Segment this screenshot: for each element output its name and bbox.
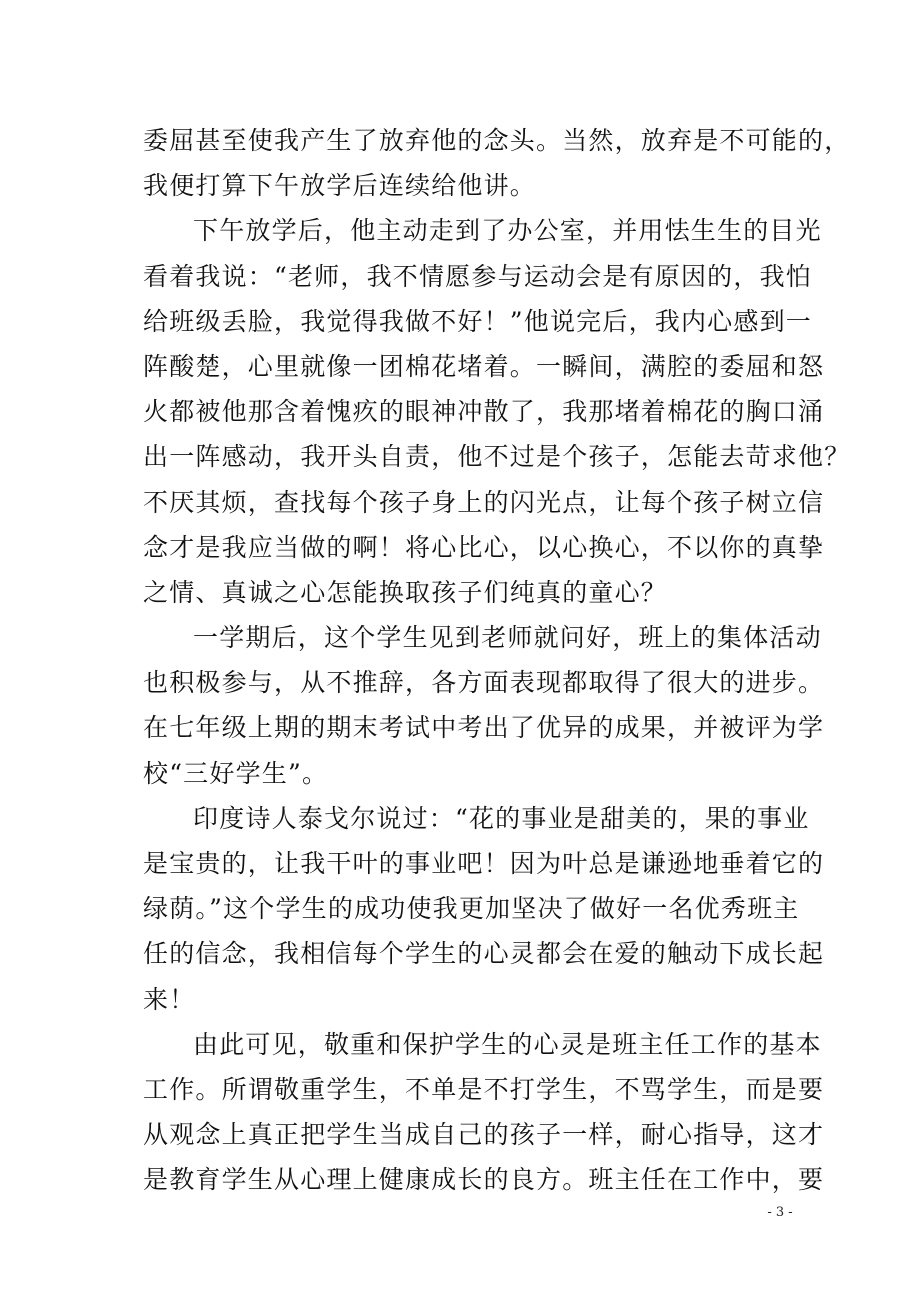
text-line: 阵酸楚，心里就像一团棉花堵着。一瞬间，满腔的委屈和怒: [143, 351, 825, 381]
text-line: 之情、真诚之心怎能换取孩子们纯真的童心？: [143, 577, 668, 607]
text-line: 校“三好学生”。: [143, 758, 329, 788]
text-line: 不厌其烦，查找每个孩子身上的闪光点，让每个孩子树立信: [143, 487, 825, 517]
text-line: 来！: [143, 984, 196, 1014]
text-line: 看着我说：“老师，我不情愿参与运动会是有原因的，我怕: [143, 261, 812, 291]
text-line: 在七年级上期的期末考试中考出了优异的成果，并被评为学: [143, 713, 825, 743]
text-line: 出一阵感动，我开头自责，他不过是个孩子，怎能去苛求他？: [143, 442, 851, 472]
paragraph-first-line: 由此可见，敬重和保护学生的心灵是班主任工作的基本: [193, 1029, 822, 1059]
text-line: 我便打算下午放学后连续给他讲。: [143, 171, 537, 201]
text-line: 火都被他那含着愧疚的眼神冲散了，我那堵着棉花的胸口涌: [143, 397, 825, 427]
text-line: 念才是我应当做的啊！将心比心，以心换心，不以你的真挚: [143, 532, 825, 562]
text-line: 工作。所谓敬重学生，不单是不打学生，不骂学生，而是要: [143, 1074, 825, 1104]
paragraph-first-line: 印度诗人泰戈尔说过：“花的事业是甜美的，果的事业: [193, 803, 810, 833]
text-line: 委屈甚至使我产生了放弃他的念头。当然，放弃是不可能的，: [143, 126, 851, 155]
page-body: [143, 118, 851, 1203]
text-line: 从观念上真正把学生当成自己的孩子一样，耐心指导，这才: [143, 1120, 825, 1150]
text-line: 任的信念，我相信每个学生的心灵都会在爱的触动下成长起: [143, 939, 825, 969]
text-line: 绿荫。”这个学生的成功使我更加坚决了做好一名优秀班主: [143, 894, 800, 924]
paragraph-first-line: 下午放学后，他主动走到了办公室，并用怯生生的目光: [193, 216, 822, 246]
text-line: 是宝贵的，让我干叶的事业吧！因为叶总是谦逊地垂着它的: [143, 849, 825, 878]
page-number: - 3 -: [767, 1205, 793, 1220]
text-line: 是教育学生从心理上健康成长的良方。班主任在工作中，要: [143, 1165, 825, 1195]
text-line: 也积极参与，从不推辞，各方面表现都取得了很大的进步。: [143, 668, 825, 698]
text-line: 给班级丢脸，我觉得我做不好！”他说完后，我内心感到一: [143, 306, 812, 336]
paragraph-first-line: 一学期后，这个学生见到老师就问好，班上的集体活动: [193, 623, 822, 653]
